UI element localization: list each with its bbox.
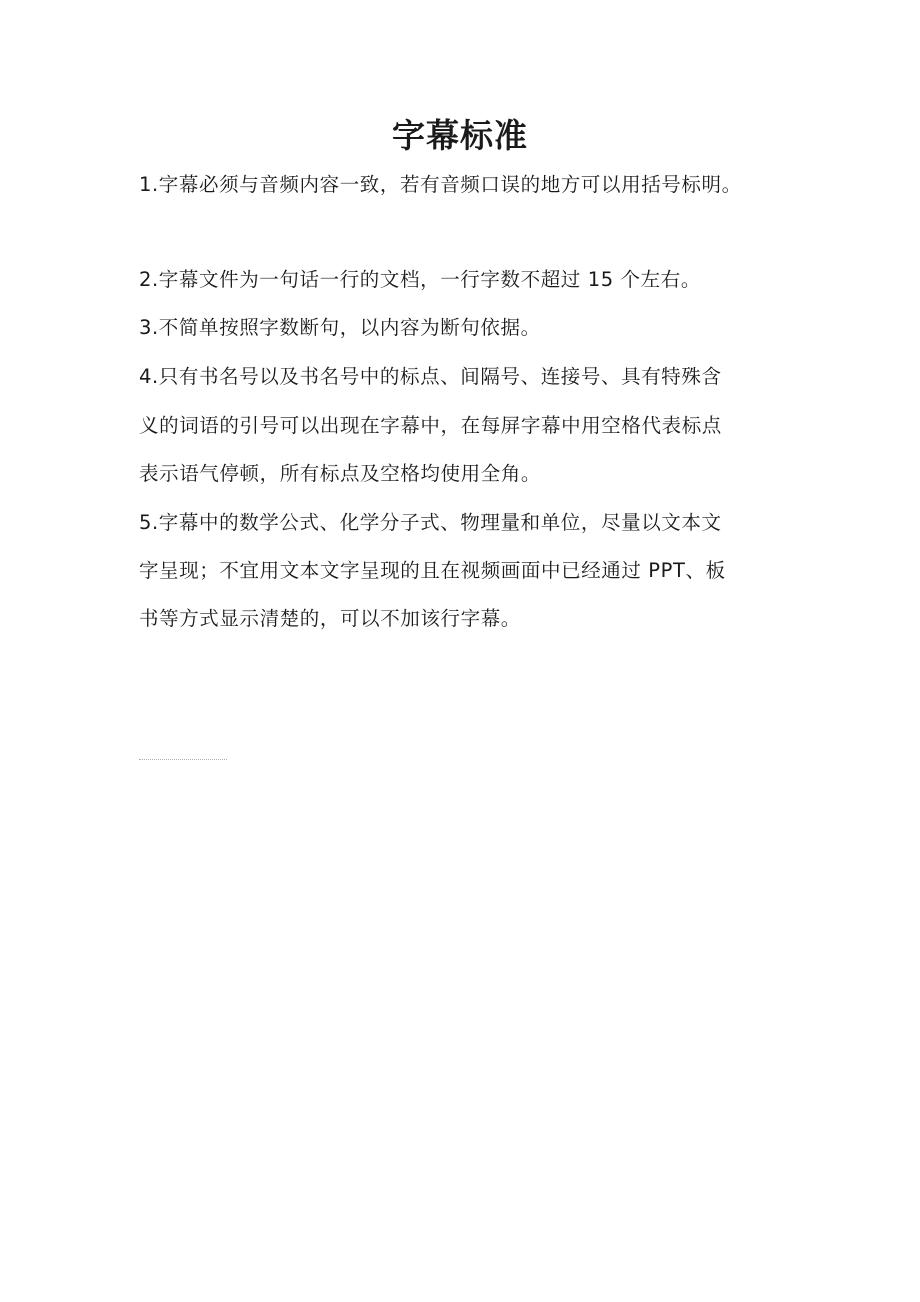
rule-4-line-1: 4.只有书名号以及书名号中的标点、间隔号、连接号、具有特殊含: [139, 365, 722, 388]
rule-1-line-1: 1.字幕必须与音频内容一致，若有音频口误的地方可以用括号标明。: [139, 173, 742, 196]
rule-3-line-1: 3.不简单按照字数断句，以内容为断句依据。: [139, 316, 541, 339]
rule-5-line-1: 5.字幕中的数学公式、化学分子式、物理量和单位，尽量以文本文: [139, 511, 722, 534]
rule-5-line-2: 字呈现；不宜用文本文字呈现的且在视频画面中已经通过 PPT、板: [139, 559, 726, 582]
footnote-separator: [139, 759, 227, 760]
rule-4-line-3: 表示语气停顿，所有标点及空格均使用全角。: [139, 462, 542, 485]
rule-5-line-3: 书等方式显示清楚的，可以不加该行字幕。: [139, 607, 521, 630]
rule-2-line-1: 2.字幕文件为一句话一行的文档，一行字数不超过 15 个左右。: [139, 268, 701, 291]
document-title: 字幕标准: [392, 116, 528, 155]
rule-4-line-2: 义的词语的引号可以出现在字幕中，在每屏字幕中用空格代表标点: [139, 414, 722, 437]
